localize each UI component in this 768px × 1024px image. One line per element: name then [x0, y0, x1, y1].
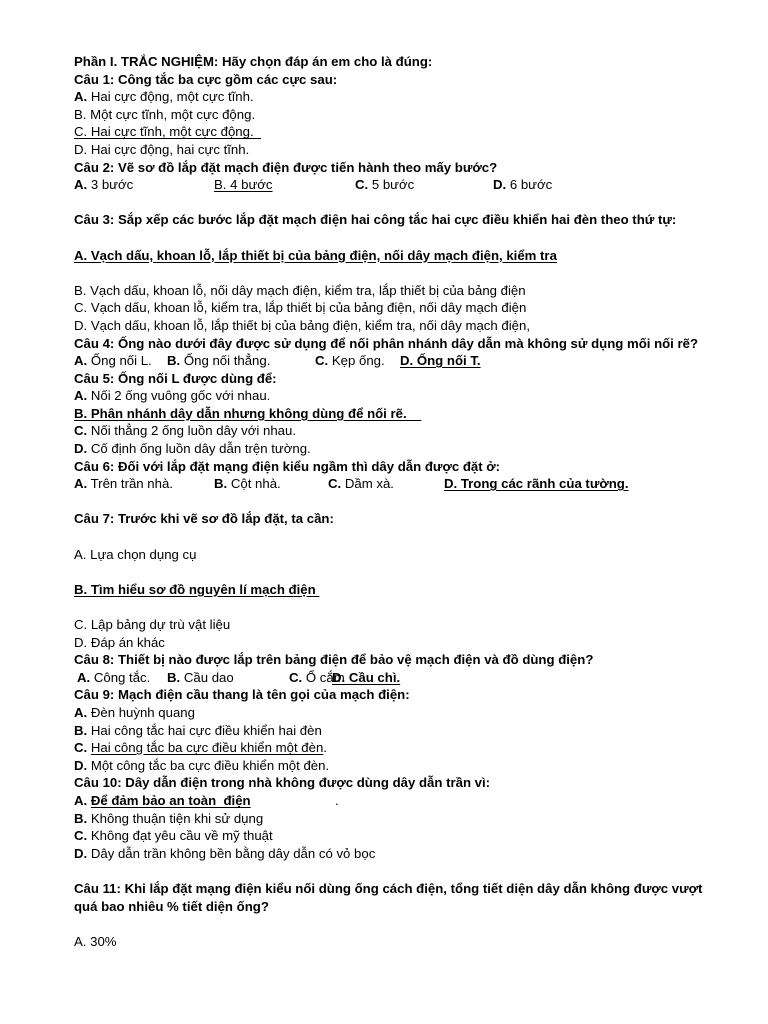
option-key: A.	[74, 388, 88, 404]
option-text: Cầu dao	[180, 669, 234, 685]
option-text: Không đạt yêu cầu về mỹ thuật	[87, 828, 273, 844]
option-key: A.	[74, 476, 88, 492]
option-text: Trên trần nhà.	[87, 476, 173, 492]
q1-option-b: B. Một cực tĩnh, một cực động.	[74, 106, 256, 122]
q9-option-d	[74, 757, 754, 775]
q3-option-b: B. Vạch dấu, khoan lỗ, nối dây mạch điện, kiểm tra, lắp thiết bị của bảng điện	[74, 282, 526, 298]
q10-option-c	[74, 827, 754, 845]
option-text: Cột nhà.	[227, 476, 281, 492]
option-key: C.	[74, 423, 88, 439]
q4-option-d-correct: D. Ống nối T.	[400, 353, 481, 369]
q1-option-a	[74, 88, 754, 106]
q6-options	[74, 475, 754, 493]
question-11-line-2: quá bao nhiêu % tiết diện ống?	[74, 898, 269, 914]
option-text: Nối 2 ống vuông gốc với nhau.	[87, 388, 271, 404]
option-text: Hai cực động, một cực tĩnh.	[87, 89, 254, 105]
option-text: B. Tìm hiểu sơ đồ nguyên lí mạch điện	[74, 581, 320, 597]
q8-options	[74, 669, 754, 687]
option-key: A.	[74, 89, 88, 105]
option-text: Công tắc.	[90, 669, 151, 685]
q10-option-b	[74, 810, 754, 828]
q1-option-d: D. Hai cực động, hai cực tĩnh.	[74, 141, 250, 157]
option-key: B.	[214, 476, 228, 492]
option-text: Hai công tắc hai cực điều khiển hai đèn	[87, 722, 322, 738]
option-text: C. Hai cực tĩnh, một cực động.	[74, 124, 261, 140]
q9-option-a	[74, 704, 754, 722]
q9-option-c-correct	[74, 739, 754, 757]
option-key: D.	[74, 441, 88, 457]
q7-option-d: D. Đáp án khác	[74, 634, 165, 650]
option-text: Kẹp ống.	[328, 353, 385, 369]
option-text: Không thuận tiện khi sử dụng	[87, 810, 264, 826]
option-key: D.	[74, 757, 88, 773]
question-4: Câu 4: Ống nào dưới đây được sử dụng để nối phân nhánh dây dẫn mà không sử dụng mối nối rẽ?	[74, 335, 699, 351]
option-text: Ống nối L.	[87, 353, 152, 369]
q7-option-a: A. Lựa chọn dụng cụ	[74, 546, 197, 562]
option-key: B.	[74, 722, 88, 738]
question-8: Câu 8: Thiết bị nào được lắp trên bảng điện để bảo vệ mạch điện và đồ dùng điện?	[74, 652, 594, 668]
q3-option-a-correct: A. Vạch dấu, khoan lỗ, lắp thiết bị của bảng điện, nối dây mạch điện, kiểm tra	[74, 247, 557, 263]
option-key: C.	[289, 669, 303, 685]
question-1: Câu 1: Công tắc ba cực gồm các cực sau:	[74, 71, 338, 87]
option-text: Đèn huỳnh quang	[87, 704, 195, 720]
option-text: Ổ cắm	[302, 669, 345, 685]
option-text: 6 bước	[506, 177, 553, 193]
option-key: D.	[493, 177, 507, 193]
option-key: C.	[74, 828, 88, 844]
option-text: Một công tắc ba cực điều khiển một đèn.	[87, 757, 330, 773]
q2-option-b-correct: B. 4 bước	[214, 177, 273, 193]
question-9: Câu 9: Mạch điện cầu thang là tên gọi của mạch điện:	[74, 687, 410, 703]
option-text: Để đảm bảo an toàn điện	[90, 792, 251, 808]
option-text: 5 bước	[368, 177, 415, 193]
option-key: C.	[328, 476, 342, 492]
option-key: A.	[74, 353, 88, 369]
option-key: B.	[167, 353, 181, 369]
option-key: C.	[74, 740, 88, 756]
q7-option-c: C. Lập bảng dự trù vật liệu	[74, 617, 231, 632]
option-key: B.	[74, 810, 88, 826]
option-text: Dây dẫn trần không bền bằng dây dẫn có vỏ bọc	[87, 845, 376, 861]
q1-option-c-correct	[74, 123, 754, 141]
question-11-line-1: Câu 11: Khi lắp đặt mạng điện kiểu nối dùng ống cách điện, tổng tiết diện dây dẫn không được vượt	[74, 880, 703, 896]
option-text: B. Phân nhánh dây dẫn nhưng không dùng để nối rẽ.	[74, 405, 422, 421]
q5-option-c	[74, 422, 754, 440]
question-3: Câu 3: Sắp xếp các bước lắp đặt mạch điện hai công tắc hai cực điều khiển hai đèn theo thứ tự:	[74, 212, 677, 228]
question-7: Câu 7: Trước khi vẽ sơ đồ lắp đặt, ta cần:	[74, 511, 334, 527]
q3-option-c: C. Vạch dấu, khoan lỗ, kiểm tra, lắp thiết bị của bảng điện, nối dây mạch điện	[74, 300, 527, 316]
section-title: Phần I. TRẮC NGHIỆM: Hãy chọn đáp án em cho là đúng:	[74, 54, 433, 69]
q10-option-a-correct	[74, 792, 754, 810]
question-5: Câu 5: Ống nối L được dùng để:	[74, 370, 277, 386]
q9-option-b	[74, 722, 754, 740]
option-text: Ống nối thẳng.	[180, 353, 271, 369]
q4-options	[74, 352, 754, 370]
document-page	[74, 53, 754, 950]
option-key: C.	[355, 177, 369, 193]
q3-option-d: D. Vạch dấu, khoan lỗ, lắp thiết bị của bảng điện, kiểm tra, nối dây mạch điện,	[74, 317, 530, 333]
q8-option-d-correct: D. Cầu chì.	[332, 669, 401, 685]
option-key: B.	[167, 669, 181, 685]
q11-option-a: A. 30%	[74, 933, 117, 949]
question-6: Câu 6: Đối với lắp đặt mạng điện kiểu ngầm thì dây dẫn được đặt ở:	[74, 458, 501, 474]
q7-option-b-correct	[74, 581, 754, 599]
option-key: A.	[77, 669, 91, 685]
option-text: Dầm xà.	[341, 476, 394, 492]
option-text: Cố định ống luồn dây dẫn trện tường.	[87, 441, 311, 457]
option-end: .	[335, 792, 339, 808]
q6-option-d-correct: D. Trong các rãnh của tường.	[444, 476, 629, 492]
option-key: A.	[74, 177, 88, 193]
question-10: Câu 10: Dây dẫn điện trong nhà không được dùng dây dẫn trần vì:	[74, 775, 491, 791]
option-text: Nối thẳng 2 ống luồn dây với nhau.	[87, 423, 296, 439]
q2-options	[74, 176, 754, 194]
question-2: Câu 2: Vẽ sơ đồ lắp đặt mạch điện được tiến hành theo mấy bước?	[74, 159, 498, 175]
option-end: .	[323, 740, 327, 756]
q5-option-b-correct	[74, 405, 754, 423]
option-key: C.	[315, 353, 329, 369]
option-key: D.	[74, 845, 88, 861]
q5-option-a	[74, 387, 754, 405]
option-key: A.	[74, 792, 88, 808]
option-text: 3 bước	[87, 177, 134, 193]
q5-option-d	[74, 440, 754, 458]
q10-option-d	[74, 845, 754, 863]
option-key: A.	[74, 704, 88, 720]
option-text: Hai công tắc ba cực điều khiển một đèn	[90, 740, 324, 756]
